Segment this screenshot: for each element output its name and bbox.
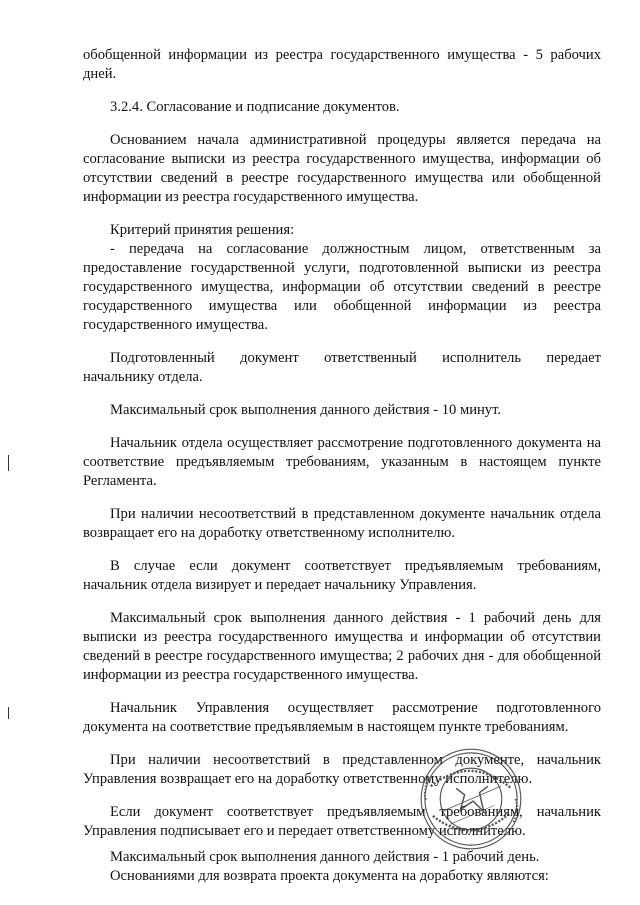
margin-mark (8, 455, 9, 471)
paragraph: Подготовленный документ ответственный исполнитель передает (110, 350, 601, 366)
paragraph-continuation: обобщенной информации из реестра государственного имущества - 5 рабочих дней. (83, 47, 601, 82)
list-item: - передача на согласование должностным лицом, ответственным за предоставление государственной услуги, подготовленной выписки из реестра государственного имущества, информации об отсутствии сведений в реестре государственного имущества или обобщенной информации из реестра государственного имущества. (83, 241, 601, 333)
paragraph: Основанием начала административной процедуры является передача на согласование выписки из реестра государственного имущества, информации об отсутствии сведений в реестре государственного имущества или обобщенной информации из реестра государственного имущества. (83, 132, 601, 205)
paragraph: Основаниями для возврата проекта документа на доработку являются: (110, 868, 549, 884)
margin-mark (8, 707, 9, 719)
paragraph: Максимальный срок выполнения данного действия - 10 минут. (110, 402, 502, 418)
paragraph: В случае если документ соответствует предъявляемым требованиям, начальник отдела визирует и передает начальнику Управления. (83, 558, 601, 593)
paragraph: Если документ соответствует предъявляемым требованиям, начальник Управления подписывает его и передает ответственному исполнителю. (83, 804, 601, 839)
paragraph: При наличии несоответствий в представленном документе начальник отдела возвращает его на доработку ответственному исполнителю. (83, 506, 601, 541)
paragraph: Начальник отдела осуществляет рассмотрение подготовленного документа на соответствие предъявляемым требованиям, указанным в настоящем пункте Регламента. (83, 435, 601, 489)
paragraph: При наличии несоответствий в представленном документе, начальник Управления возвращает его на доработку ответственному исполнителю. (83, 752, 601, 787)
paragraph: Критерий принятия решения: (110, 222, 295, 238)
paragraph: Максимальный срок выполнения данного действия - 1 рабочий день для выписки из реестра государственного имущества и информации об отсутствии сведений в реестре государственного имущества; 2 рабочих дня - для обобщенной информации из реестра государственного имущества. (83, 610, 601, 683)
paragraph: Начальник Управления осуществляет рассмотрение подготовленного документа на соответствие предъявляемым в настоящем пункте требованиям. (83, 700, 601, 735)
paragraph-continuation: начальнику отдела. (83, 369, 203, 385)
seal-stamp-icon (418, 746, 524, 852)
section-heading: 3.2.4. Согласование и подписание документов. (110, 99, 400, 115)
paragraph: Максимальный срок выполнения данного действия - 1 рабочий день. (110, 849, 540, 865)
